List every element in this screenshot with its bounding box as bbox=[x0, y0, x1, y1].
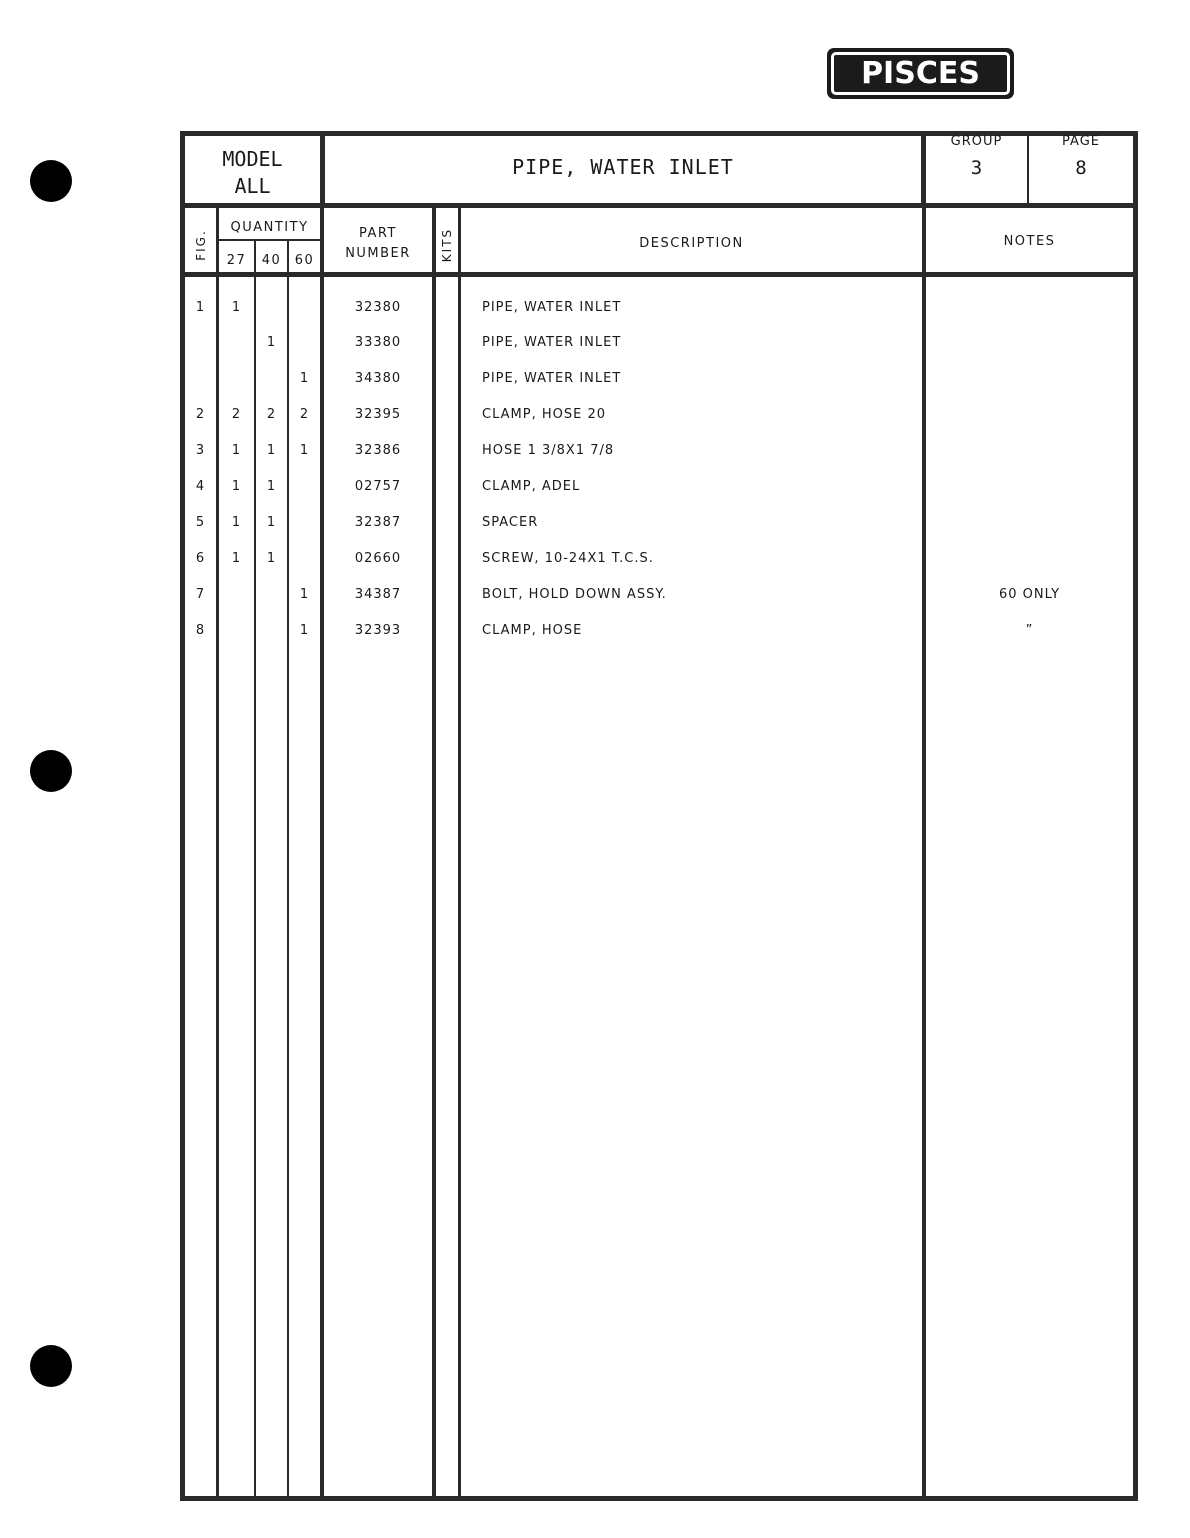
col-line-part bbox=[432, 208, 436, 1498]
qty-27-cell: 1 bbox=[231, 443, 242, 458]
fig-cell: 4 bbox=[195, 479, 206, 494]
fig-cell: 5 bbox=[195, 515, 206, 530]
qty-60-cell: 1 bbox=[299, 587, 310, 602]
quantity-column-header: QUANTITY bbox=[230, 220, 309, 235]
fig-cell: 8 bbox=[195, 623, 206, 638]
page-value: 8 bbox=[1075, 157, 1087, 179]
qty-27-cell: 1 bbox=[231, 515, 242, 530]
fig-cell: 2 bbox=[195, 407, 206, 422]
description-cell: CLAMP, ADEL bbox=[482, 479, 581, 494]
description-cell: BOLT, HOLD DOWN ASSY. bbox=[482, 587, 667, 602]
description-cell: CLAMP, HOSE bbox=[482, 623, 583, 638]
col-line-kits bbox=[458, 208, 461, 1498]
model-value: ALL bbox=[234, 174, 271, 198]
logo-text: PISCES bbox=[831, 52, 1010, 95]
description-cell: HOSE 1 3/8X1 7/8 bbox=[482, 443, 615, 458]
qty-40-cell: 1 bbox=[266, 443, 277, 458]
col-line-description bbox=[922, 208, 926, 1498]
description-column-header: DESCRIPTION bbox=[639, 236, 744, 251]
part-number-cell: 32387 bbox=[354, 515, 402, 530]
description-cell: CLAMP, HOSE 20 bbox=[482, 407, 606, 422]
part-number-cell: 02757 bbox=[354, 479, 402, 494]
qty-40-cell: 1 bbox=[266, 479, 277, 494]
col-line-q60 bbox=[320, 208, 324, 1498]
qty-40-cell: 1 bbox=[266, 551, 277, 566]
qty-60-cell: 1 bbox=[299, 623, 310, 638]
qty-60-cell: 1 bbox=[299, 443, 310, 458]
part-number-cell: 32393 bbox=[354, 623, 402, 638]
col-line-fig bbox=[216, 208, 219, 1498]
notes-cell: ” bbox=[1025, 623, 1034, 638]
part-number-header-line1: PART bbox=[359, 226, 397, 241]
qty-27-cell: 1 bbox=[231, 479, 242, 494]
description-cell: SPACER bbox=[482, 515, 539, 530]
group-label: GROUP bbox=[950, 134, 1003, 149]
page-title: PIPE, WATER INLET bbox=[512, 155, 734, 179]
fig-cell: 1 bbox=[195, 300, 206, 315]
qty-27-cell: 1 bbox=[231, 300, 242, 315]
description-cell: PIPE, WATER INLET bbox=[482, 300, 622, 315]
part-number-cell: 32386 bbox=[354, 443, 402, 458]
col-line-q40 bbox=[287, 240, 289, 1498]
frame-left bbox=[180, 131, 185, 1501]
qty-27-cell: 2 bbox=[231, 407, 242, 422]
model-label: MODEL bbox=[222, 147, 283, 171]
quantity-subheader-line bbox=[218, 239, 322, 241]
part-number-cell: 34387 bbox=[354, 587, 402, 602]
description-cell: PIPE, WATER INLET bbox=[482, 371, 622, 386]
qty-40-header: 40 bbox=[261, 253, 282, 268]
part-number-header-line2: NUMBER bbox=[345, 246, 411, 261]
notes-cell: 60 ONLY bbox=[998, 587, 1061, 602]
frame-right bbox=[1133, 131, 1138, 1501]
fig-cell: 3 bbox=[195, 443, 206, 458]
qty-40-cell: 1 bbox=[266, 335, 277, 350]
qty-60-cell: 1 bbox=[299, 371, 310, 386]
part-number-cell: 34380 bbox=[354, 371, 402, 386]
fig-cell: 7 bbox=[195, 587, 206, 602]
kits-column-header: KITS bbox=[440, 227, 454, 263]
qty-60-header: 60 bbox=[294, 253, 315, 268]
notes-column-header: NOTES bbox=[1003, 234, 1056, 249]
fig-column-header: FIG. bbox=[194, 229, 208, 261]
description-cell: SCREW, 10-24X1 T.C.S. bbox=[482, 551, 654, 566]
qty-27-header: 27 bbox=[226, 253, 247, 268]
part-number-cell: 32380 bbox=[354, 300, 402, 315]
qty-40-cell: 1 bbox=[266, 515, 277, 530]
group-value: 3 bbox=[970, 157, 983, 179]
col-line-q27 bbox=[254, 240, 256, 1498]
part-number-cell: 32395 bbox=[354, 407, 402, 422]
qty-27-cell: 1 bbox=[231, 551, 242, 566]
part-number-cell: 33380 bbox=[354, 335, 402, 350]
page-label: PAGE bbox=[1062, 134, 1100, 149]
fig-cell: 6 bbox=[195, 551, 206, 566]
qty-60-cell: 2 bbox=[299, 407, 310, 422]
description-cell: PIPE, WATER INLET bbox=[482, 335, 622, 350]
part-number-cell: 02660 bbox=[354, 551, 402, 566]
qty-40-cell: 2 bbox=[266, 407, 277, 422]
